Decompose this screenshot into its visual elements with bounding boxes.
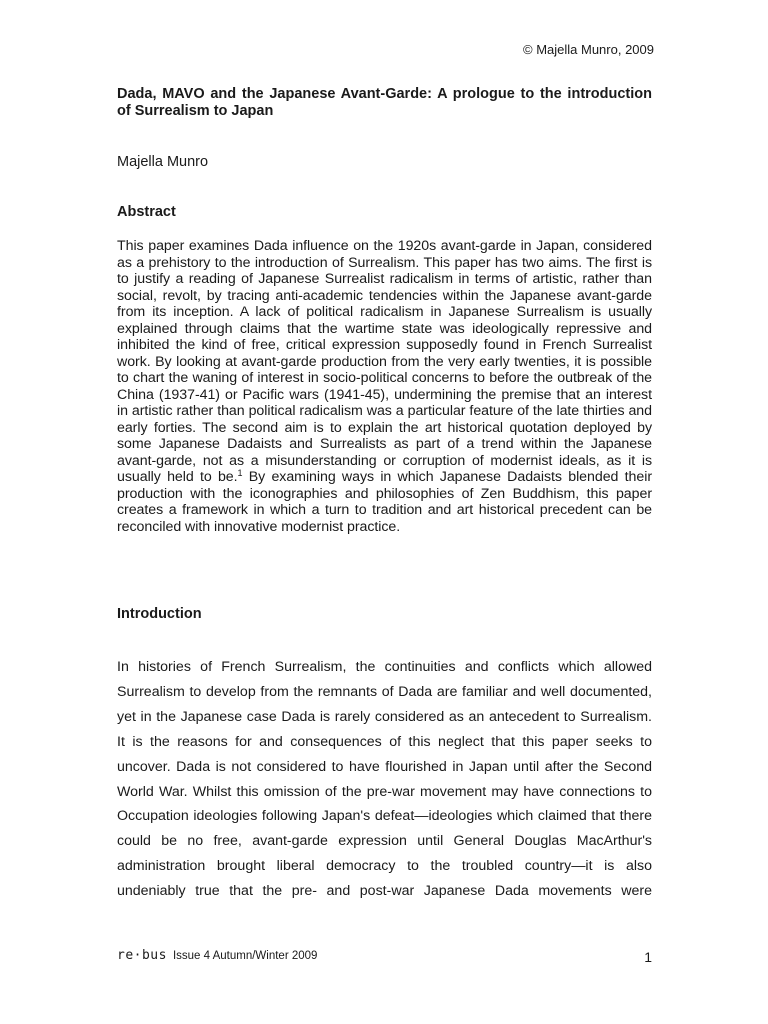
- copyright-notice: © Majella Munro, 2009: [523, 42, 654, 57]
- footnote-marker: 1: [237, 468, 243, 478]
- introduction-heading: Introduction: [117, 606, 202, 622]
- abstract-text-before-footnote: This paper examines Dada influence on the 1920s avant-garde in Japan, considered as a prehistory to the introduction of Surrealism. This paper has two aims. The first is to justify a reading of Japanese Surrealist radicalism in terms of artistic, rather than social, revolt, by tracing anti-academic tendencies within the Japanese avant-garde from its inception. A lack of political radicalism in Japanese Surrealism is usually explained through claims that the wartime state was ideologically repressive and inhibited the kind of free, critical expression supposedly found in French Surrealist work. By looking at avant-garde production from the very early twenties, it is possible to chart the waning of interest in socio-political concerns to before the outbreak of the China (1937-41) or Pacific wars (1941-45), undermining the premise that an interest in artistic rather than political radicalism was a particular feature of the late thirties and early forties. The second aim is to explain the art historical quotation deployed by some Japanese Dadaists and Surrealists as part of a trend within the Japanese avant-garde, not as a misunderstanding or corruption of modernist ideals, as it is usually held to be.: [117, 238, 652, 485]
- journal-name: re·bus: [117, 948, 167, 963]
- page-footer: [117, 947, 652, 967]
- article-title: Dada, MAVO and the Japanese Avant-Garde: A prologue to the introduction of Surrealism to Japan: [117, 86, 652, 119]
- abstract-text-after-footnote: By examining ways in which Japanese Dadaists blended their production with the iconographies and philosophies of Zen Buddhism, this paper creates a framework in which a turn to tradition and art historical precedent can be reconciled with innovative modernist practice.: [117, 469, 652, 535]
- abstract-paragraph: [117, 238, 652, 535]
- introduction-paragraph: In histories of French Surrealism, the continuities and conflicts which allowed Surrealism to develop from the remnants of Dada are familiar and well documented, yet in the Japanese case Dada is rarely considered as an antecedent to Surrealism. It is the reasons for and consequences of this neglect that this paper seeks to uncover. Dada is not considered to have flourished in Japan until after the Second World War. Whilst this omission of the pre-war movement may have connections to Occupation ideologies following Japan's defeat—ideologies which claimed that there could be no free, avant-garde expression until General Douglas MacArthur's administration brought liberal democracy to the troubled country—it is also undeniably true that the pre- and post-war Japanese Dada movements were: [117, 659, 652, 900]
- abstract-heading: Abstract: [117, 204, 176, 220]
- author-name: Majella Munro: [117, 154, 209, 170]
- issue-label: Issue 4 Autumn/Winter 2009: [172, 950, 318, 962]
- page-number: 1: [644, 949, 652, 965]
